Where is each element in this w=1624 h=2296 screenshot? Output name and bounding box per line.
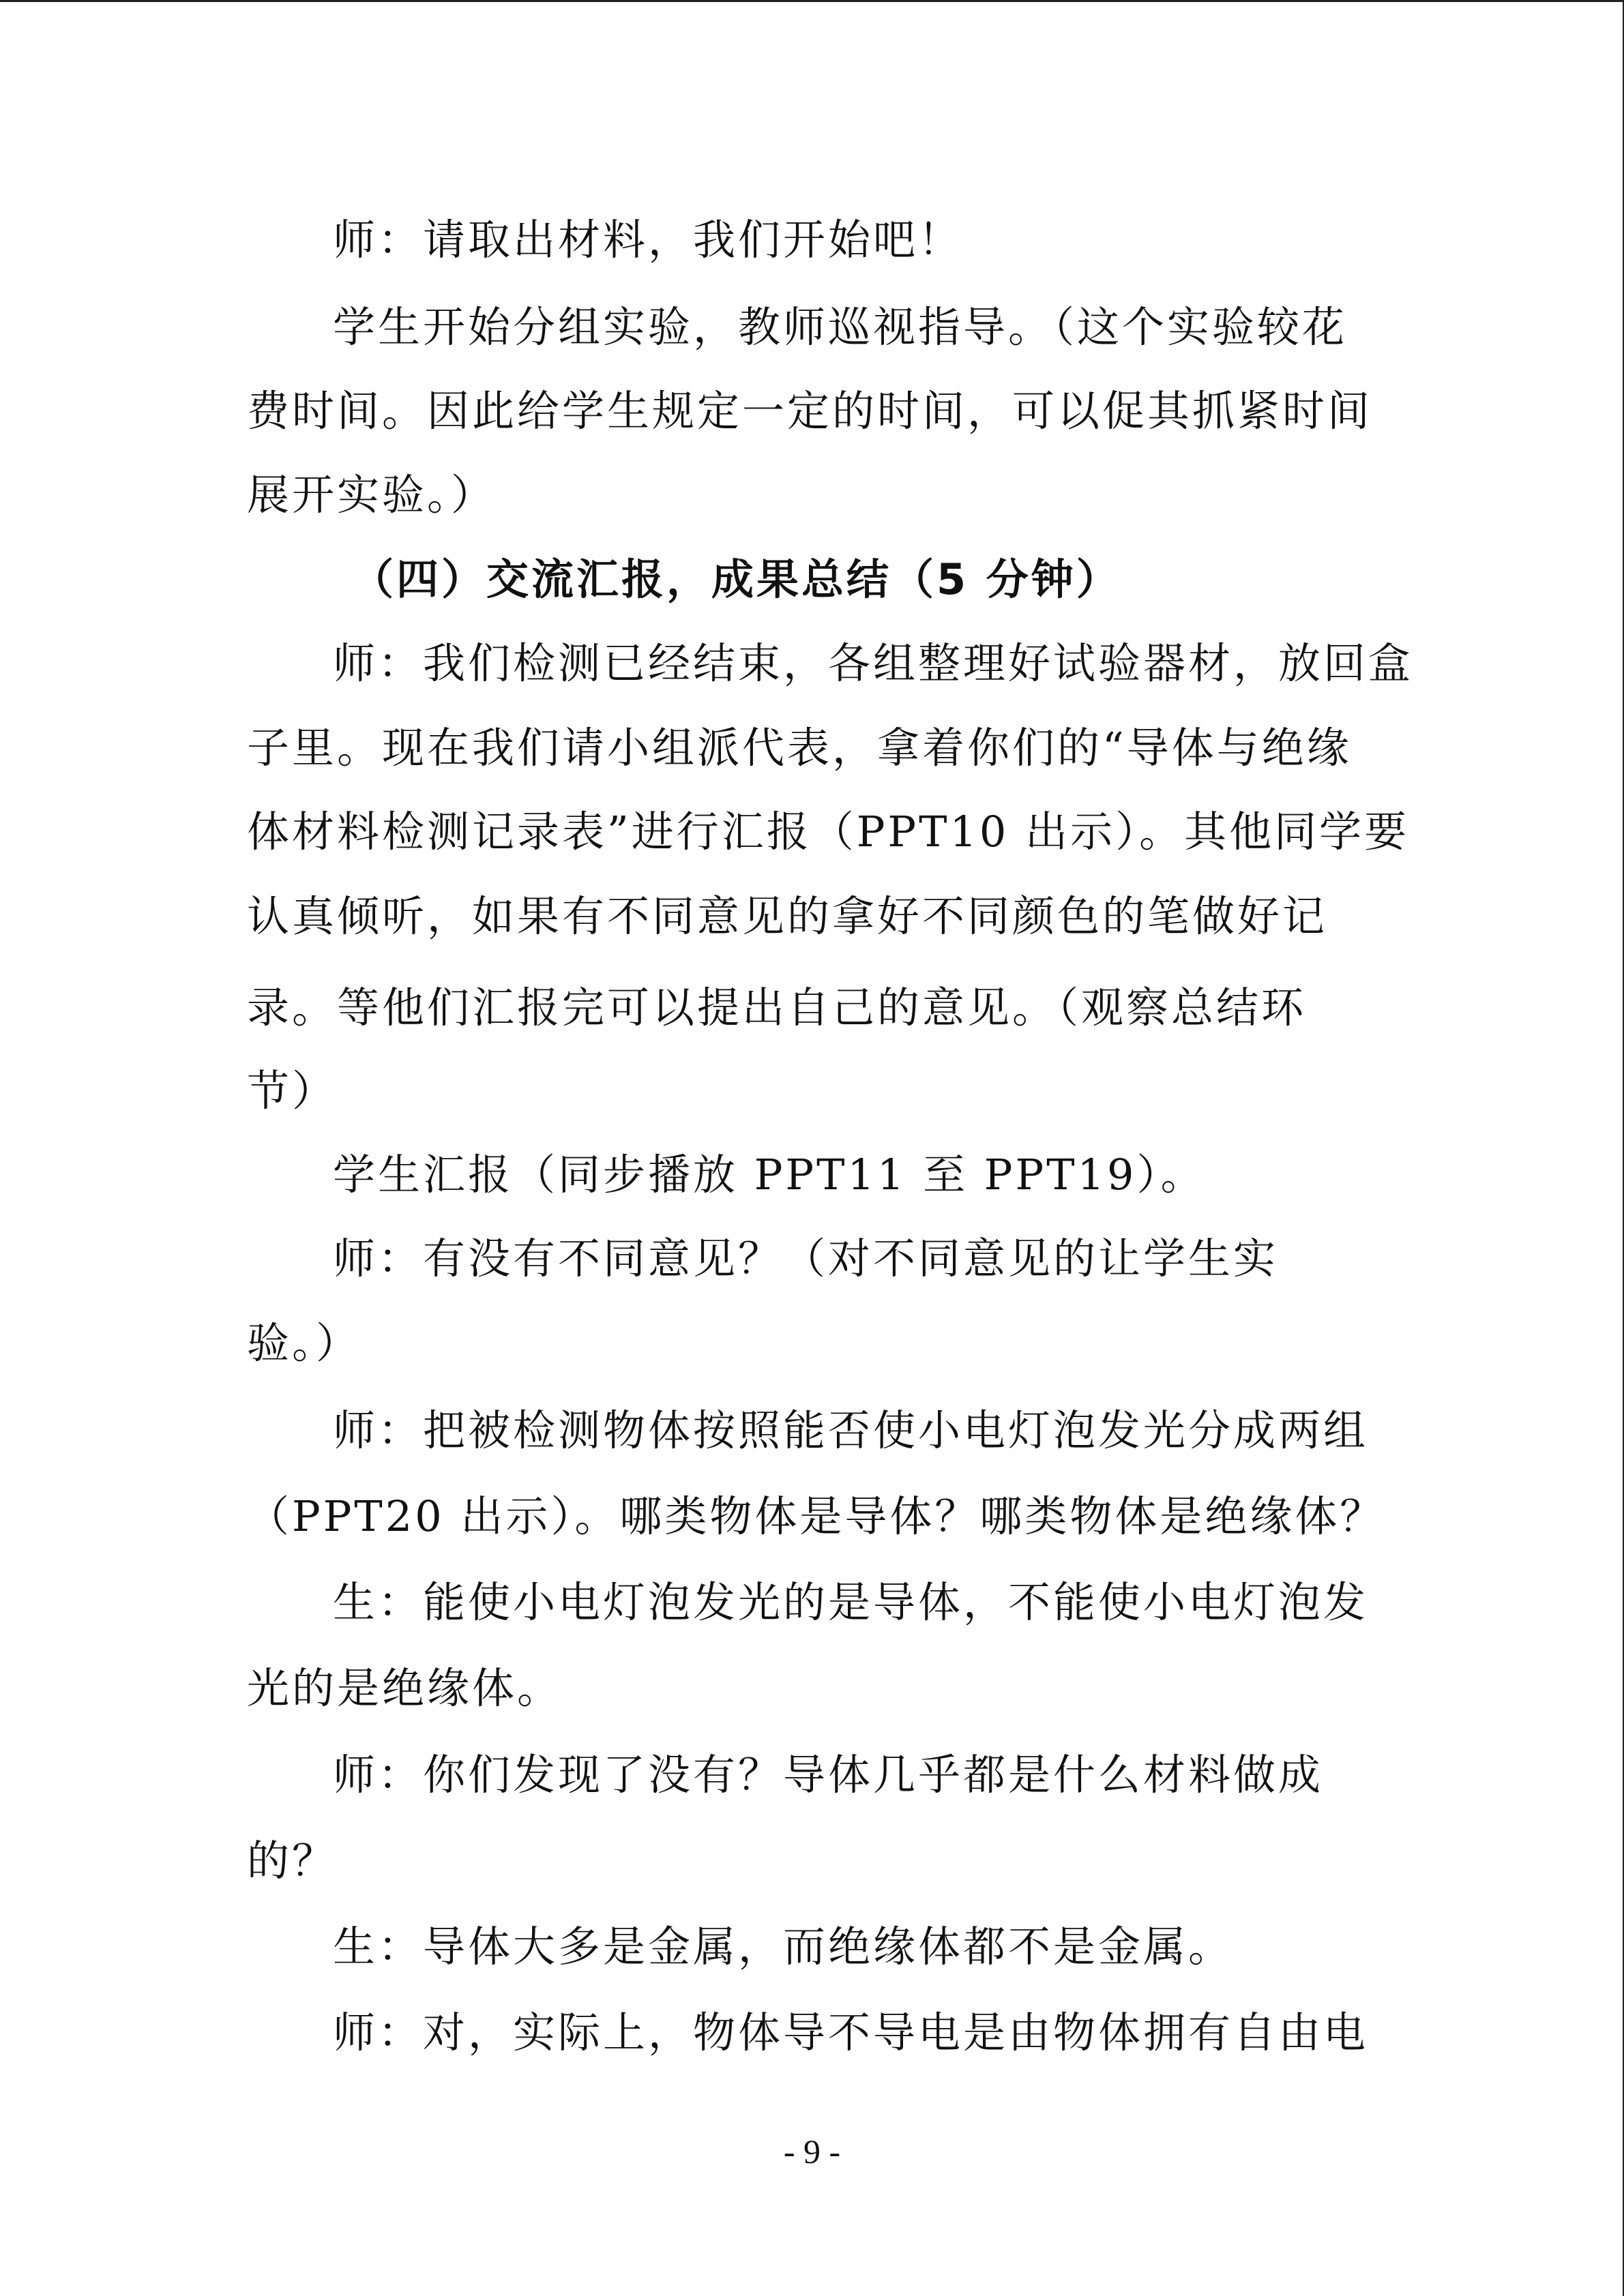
paragraph-line: 生：能使小电灯泡发光的是导体，不能使小电灯泡发 <box>333 1577 1369 1627</box>
paragraph-line: 体材料检测记录表”进行汇报（PPT10 出示）。其他同学要 <box>247 807 1410 856</box>
paragraph-line: 学生开始分组实验，教师巡视指导。（这个实验较花 <box>333 302 1348 352</box>
paragraph-line: 费时间。因此给学生规定一定的时间，可以促其抓紧时间 <box>247 386 1373 436</box>
paragraph-line: 师：请取出材料，我们开始吧！ <box>333 215 964 265</box>
paragraph-line: 师：对，实际上，物体导不导电是由物体拥有自由电 <box>333 2008 1369 2057</box>
paragraph-line: 的？ <box>247 1836 338 1885</box>
paragraph-line: 生：导体大多是金属，而绝缘体都不是金属。 <box>333 1922 1234 1971</box>
paragraph-line: 师：你们发现了没有？导体几乎都是什么材料做成 <box>333 1750 1324 1800</box>
top-border-line <box>0 0 1624 2</box>
paragraph-line: （PPT20 出示）。哪类物体是导体？哪类物体是绝缘体？ <box>247 1491 1385 1541</box>
paragraph-line: 师：有没有不同意见？（对不同意见的让学生实 <box>333 1234 1279 1283</box>
paragraph-line: 师：我们检测已经结束，各组整理好试验器材，放回盒 <box>333 638 1414 688</box>
paragraph-line: 录。等他们汇报完可以提出自己的意见。（观察总结环 <box>247 983 1307 1032</box>
paragraph-line: 认真倾听，如果有不同意见的拿好不同颜色的笔做好记 <box>247 891 1328 941</box>
paragraph-line: 展开实验。） <box>247 470 497 520</box>
paragraph-line: 师：把被检测物体按照能否使小电灯泡发光分成两组 <box>333 1405 1369 1455</box>
section-heading: （四）交流汇报，成果总结（5 分钟） <box>351 554 1121 604</box>
paragraph-line: 学生汇报（同步播放 PPT11 至 PPT19）。 <box>333 1150 1206 1199</box>
page-number: - 9 - <box>783 2132 841 2171</box>
paragraph-line: 验。） <box>247 1318 361 1368</box>
paragraph-line: 节） <box>247 1066 338 1116</box>
paragraph-line: 子里。现在我们请小组派代表，拿着你们的“导体与绝缘 <box>247 723 1352 773</box>
paragraph-line: 光的是绝缘体。 <box>247 1663 563 1713</box>
